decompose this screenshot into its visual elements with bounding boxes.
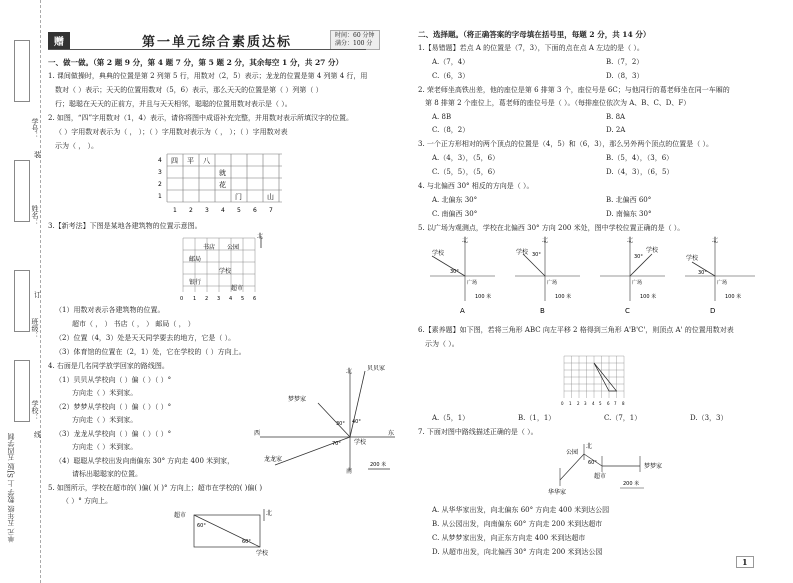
l-q4-2b: 方向走（ ）米到家。 — [72, 416, 138, 424]
l-q1-line2: 数对（ ）表示；天天的位置用数对（5，6）表示，那么天天的位置是第（ ）列第（ ） — [55, 86, 323, 94]
map4-east: 东 — [388, 430, 395, 437]
fd-scale: 100 米 — [725, 294, 742, 300]
map3-axis-6: 6 — [253, 296, 257, 302]
l-q3: 3.【新考法】下图是某地各建筑物的位置示意图。 — [48, 222, 202, 230]
r-q4-c[interactable]: C. 南偏西 30° — [432, 210, 478, 218]
grid-cell-men: 门 — [235, 193, 242, 201]
r-q6-b[interactable]: B.（1，1） — [518, 414, 556, 422]
fa-north: 北 — [462, 237, 469, 244]
l-q3-2: （2）位置（4，3）处是天天同学要去的地方，它是（ ）。 — [55, 334, 236, 342]
map4-west: 西 — [254, 430, 261, 437]
q6-axis-7: 7 — [614, 401, 617, 406]
q6-axis-6: 6 — [607, 401, 610, 406]
binding-margin — [0, 0, 41, 583]
r-q3: 3. 一个正方形相对的两个顶点的位置是（4，5）和（6，3），那么另外两个顶点的位置是（ ）。 — [418, 140, 713, 148]
fd-north: 北 — [712, 237, 719, 244]
grid-cell-si: 四 — [171, 157, 178, 165]
page-title: 第一单元综合素质达标 — [142, 35, 293, 50]
r-q1-d[interactable]: D.（8，3） — [606, 72, 644, 80]
map3-school: 学校 — [219, 268, 232, 275]
map3-axis-1: 1 — [193, 296, 197, 302]
q6-axis-1: 1 — [569, 401, 572, 406]
map4-north: 北 — [346, 368, 353, 375]
gift-badge: 赠 — [48, 32, 70, 49]
grid-col-3: 3 — [205, 207, 209, 214]
q7-park: 公园 — [566, 449, 579, 456]
l-q3-1-fill: 超市（ ， ） 书店（ ， ） 邮局（ ， ） — [72, 320, 195, 328]
r-q2-line2: 第 8 排第 2 个座位上，葛老师的座位号是（ ）。（每排座位依次为 A、B、C、D、F） — [425, 99, 691, 107]
r-q1-c[interactable]: C.（6，3） — [432, 72, 470, 80]
map3-supermarket: 超市 — [231, 285, 244, 292]
map5-angle-1: 60° — [197, 523, 206, 529]
grid-cell-ping: 平 — [187, 157, 194, 165]
r-q1-b[interactable]: B.（7，2） — [606, 58, 644, 66]
map3-bookstore: 书店 — [203, 244, 216, 251]
student-id-field[interactable] — [14, 40, 30, 102]
r-q6-d[interactable]: D.（3，3） — [690, 414, 728, 422]
map5-north: 北 — [266, 510, 273, 517]
full-score: 满分：100 分 — [335, 40, 373, 47]
map5-school: 学校 — [256, 550, 269, 557]
l-q4-4b: 请标出聪聪家的位置。 — [72, 470, 142, 478]
fb-square: 广场 — [547, 280, 558, 286]
grid-col-4: 4 — [221, 207, 225, 214]
l-q4-1: （1）贝贝从学校向（ ）偏（ ）（ ）° — [55, 376, 172, 384]
fc-letter: C — [625, 307, 630, 315]
fb-angle: 30° — [532, 252, 541, 258]
q6-axis-8: 8 — [622, 401, 625, 406]
grid-row-4: 4 — [158, 157, 162, 164]
q7-angle: 60° — [588, 460, 597, 466]
map3-north: 北 — [257, 233, 264, 240]
l-q2-line2: （ ）字用数对表示为（ ， ）；（ ）字用数对表示为（ ， ）；（ ）字用数对表 — [55, 128, 288, 136]
school-label: 学校： — [31, 400, 39, 421]
map3-post: 邮局 — [189, 256, 202, 263]
r-q4-a[interactable]: A. 北偏东 30° — [432, 196, 478, 204]
binding-mark-1: 装 — [34, 151, 41, 159]
idiom-grid — [155, 152, 290, 218]
section-2-heading: 二、选择题。（将正确答案的字母填在括号里，每题 2 分，共 14 分） — [418, 30, 651, 39]
fa-scale: 100 米 — [475, 294, 492, 300]
grid-cell-hua: 花 — [219, 181, 226, 189]
route-map — [250, 365, 400, 475]
fc-north: 北 — [627, 237, 634, 244]
q7-supermarket: 超市 — [594, 473, 607, 480]
l-q4: 4. 右面是几名同学放学回家的路线图。 — [48, 362, 169, 370]
r-q3-c[interactable]: C.（5，5），（5，6） — [432, 168, 500, 176]
map4-south: 南 — [346, 468, 353, 475]
fc-school: 学校 — [646, 247, 659, 254]
school-field[interactable] — [14, 360, 30, 422]
map5-supermarket: 超市 — [174, 512, 187, 519]
grid-row-1: 1 — [158, 193, 162, 200]
fb-north: 北 — [542, 237, 549, 244]
grid-cell-shan: 山 — [267, 193, 274, 201]
grid-col-1: 1 — [173, 207, 177, 214]
map4-angle-3: 70° — [332, 441, 341, 447]
fd-letter: D — [710, 307, 716, 315]
translation-grid — [558, 352, 628, 407]
fd-school: 学校 — [686, 255, 699, 262]
l-q4-2: （2）梦梦从学校向（ ）偏（ ）（ ）° — [55, 403, 172, 411]
r-q2-d[interactable]: D. 2A — [606, 126, 626, 134]
l-q4-1b: 方向走（ ）米到家。 — [72, 389, 138, 397]
q7-north: 北 — [586, 443, 593, 450]
fd-angle: 30° — [698, 270, 707, 276]
map4-angle-1: 40° — [352, 419, 361, 425]
grid-col-6: 6 — [253, 207, 257, 214]
fc-angle: 30° — [634, 254, 643, 260]
route-figure-q7 — [540, 440, 670, 500]
header-rule — [48, 49, 366, 50]
r-q1: 1.【易错题】若点 A 的位置是（7，3），下面的点在点 A 左边的是（ ）。 — [418, 44, 644, 52]
rect-map — [172, 505, 277, 560]
r-q5: 5. 以广场为观测点，学校在北偏西 30° 方向 200 米处，图中学校位置正确的是（ ）。 — [418, 224, 685, 232]
r-q3-d[interactable]: D.（4，3），（6，5） — [606, 168, 674, 176]
q6-axis-3: 3 — [584, 401, 587, 406]
r-q1-a[interactable]: A.（7，4） — [432, 58, 470, 66]
map3-axis-2: 2 — [205, 296, 209, 302]
r-q6-c[interactable]: C.（7，1） — [604, 414, 642, 422]
exam-meta — [330, 30, 380, 50]
map4-mengmeng: 梦梦家 — [288, 396, 307, 403]
map4-beibei: 贝贝家 — [367, 365, 386, 372]
student-id-label: 学号： — [31, 118, 39, 139]
grid-col-5: 5 — [237, 207, 241, 214]
l-q4-3: （3）龙龙从学校向（ ）偏（ ）（ ）° — [55, 430, 172, 438]
grid-cell-ba: 八 — [203, 157, 210, 165]
q6-axis-5: 5 — [599, 401, 602, 406]
grid-col-7: 7 — [269, 207, 273, 214]
grid-cell-jiu: 就 — [219, 169, 226, 177]
page-number: 1 — [736, 556, 754, 568]
fb-letter: B — [540, 307, 545, 315]
l-q3-3: （3）体育馆的位置在（2，1）处，它在学校的（ ）方向上。 — [55, 348, 246, 356]
name-label: 姓名： — [31, 205, 39, 226]
l-q2-line3: 示为（ ， ）。 — [55, 142, 98, 150]
r-q2-c[interactable]: C.（8，2） — [432, 126, 470, 134]
r-q7-d[interactable]: D. 从超市出发，向北偏西 30° 方向走 200 米到达公园 — [432, 548, 603, 556]
grid-col-2: 2 — [189, 207, 193, 214]
r-q4: 4. 与北偏西 30° 相反的方向是（ ）。 — [418, 182, 534, 190]
map3-axis-5: 5 — [241, 296, 245, 302]
map5-angle-2: 60° — [242, 539, 251, 545]
r-q7: 7. 下面对图中路线描述正确的是（ ）。 — [418, 428, 538, 436]
q7-huahua: 华华家 — [548, 489, 567, 496]
brand-strip: 单元 五年级 数学 上 SJ版 五四学制 — [7, 433, 15, 543]
map4-school: 学校 — [354, 439, 367, 446]
grid-row-3: 3 — [158, 169, 162, 176]
map3-axis-4: 4 — [229, 296, 233, 302]
l-q4-3b: 方向走（ ）米到家。 — [72, 443, 138, 451]
r-q6-a[interactable]: A.（5，1） — [432, 414, 470, 422]
binding-mark-3: 线 — [34, 431, 41, 439]
grid-row-2: 2 — [158, 181, 162, 188]
r-q2-line1: 2. 荣老师坐高铁出差，他的座位是第 6 排第 3 个，座位号是 6C；与他同行的葛老师坐在同一车厢的 — [418, 86, 730, 94]
fc-square: 广场 — [632, 280, 643, 286]
section-1-heading: 一、做一做。（第 2 题 9 分，第 4 题 7 分，第 5 题 2 分，其余每空 1 分，共 27 分） — [48, 58, 343, 67]
map3-axis-3: 3 — [217, 296, 221, 302]
q5-options-figure — [420, 236, 770, 316]
r-q2-a[interactable]: A. 8B — [432, 113, 452, 121]
r-q7-a[interactable]: A. 从华华家出发，向北偏东 60° 方向走 400 米到达公园 — [432, 506, 610, 514]
time-limit: 时间：60 分钟 — [335, 32, 375, 39]
r-q3-a[interactable]: A.（4，3），（5，6） — [432, 154, 500, 162]
r-q2-b[interactable]: B. 8A — [606, 113, 626, 121]
binding-mark-2: 订 — [34, 291, 41, 299]
fa-angle: 30° — [450, 269, 459, 275]
fa-square: 广场 — [467, 280, 478, 286]
l-q5-line2: （ ）° 方向上。 — [62, 497, 112, 505]
fb-scale: 100 米 — [555, 294, 572, 300]
map3-axis-0: 0 — [180, 296, 184, 302]
fd-square: 广场 — [717, 280, 728, 286]
map3-bank: 银行 — [189, 279, 202, 286]
map4-scale: 200 米 — [370, 462, 387, 468]
l-q2-line1: 2. 如图，“四”字用数对（1，4）表示，请你将图中成语补充完整，并用数对表示所填汉字的位置。 — [48, 114, 353, 122]
r-q7-b[interactable]: B. 从公园出发，向南偏东 60° 方向走 200 米到达超市 — [432, 520, 603, 528]
q6-axis-4: 4 — [592, 401, 595, 406]
name-field[interactable] — [14, 160, 30, 222]
r-q6-line1: 6.【素养题】如下图，若将三角形 ABC 向左平移 2 格得到三角形 A'B'C'，则顶点 A' 的位置用数对表 — [418, 326, 734, 334]
class-field[interactable] — [14, 270, 30, 332]
map4-angle-2: 30° — [336, 421, 345, 427]
q7-scale: 200 米 — [623, 481, 640, 487]
fb-school: 学校 — [516, 249, 529, 256]
building-map — [175, 232, 270, 302]
l-q5-line1: 5. 如图所示，学校在超市的( )偏( )( )° 方向上；超市在学校的( )偏( ) — [48, 484, 263, 492]
r-q3-b[interactable]: B.（5，4），（3，6） — [606, 154, 674, 162]
l-q1-line1: 1. 课间做操时，典典的位置是第 2 列第 5 行，用数对（2，5）表示；龙龙的位置是第 4 列第 4 行，用 — [48, 72, 368, 80]
map3-park: 公园 — [227, 244, 240, 251]
l-q4-4: （4）聪聪从学校出发向南偏东 30° 方向走 400 米到家， — [55, 457, 235, 465]
r-q6-line2: 示为（ ）。 — [425, 340, 459, 348]
map4-longlong: 龙龙家 — [264, 456, 283, 463]
r-q7-c[interactable]: C. 从梦梦家出发，向正东方向走 400 米到达超市 — [432, 534, 586, 542]
r-q4-d[interactable]: D. 南偏东 30° — [606, 210, 652, 218]
q6-axis-0: 0 — [561, 401, 564, 406]
class-label: 班级： — [31, 318, 39, 339]
fa-letter: A — [460, 307, 465, 315]
q6-axis-2: 2 — [577, 401, 580, 406]
q7-mengmeng: 梦梦家 — [644, 463, 663, 470]
fc-scale: 100 米 — [640, 294, 657, 300]
fa-school: 学校 — [432, 250, 445, 257]
l-q3-1: （1）用数对表示各建筑物的位置。 — [55, 306, 165, 314]
r-q4-b[interactable]: B. 北偏西 60° — [606, 196, 652, 204]
l-q1-line3: 行；聪聪在天天的正前方，并且与天天相邻，聪聪的位置用数对表示是（ ）。 — [55, 100, 292, 108]
